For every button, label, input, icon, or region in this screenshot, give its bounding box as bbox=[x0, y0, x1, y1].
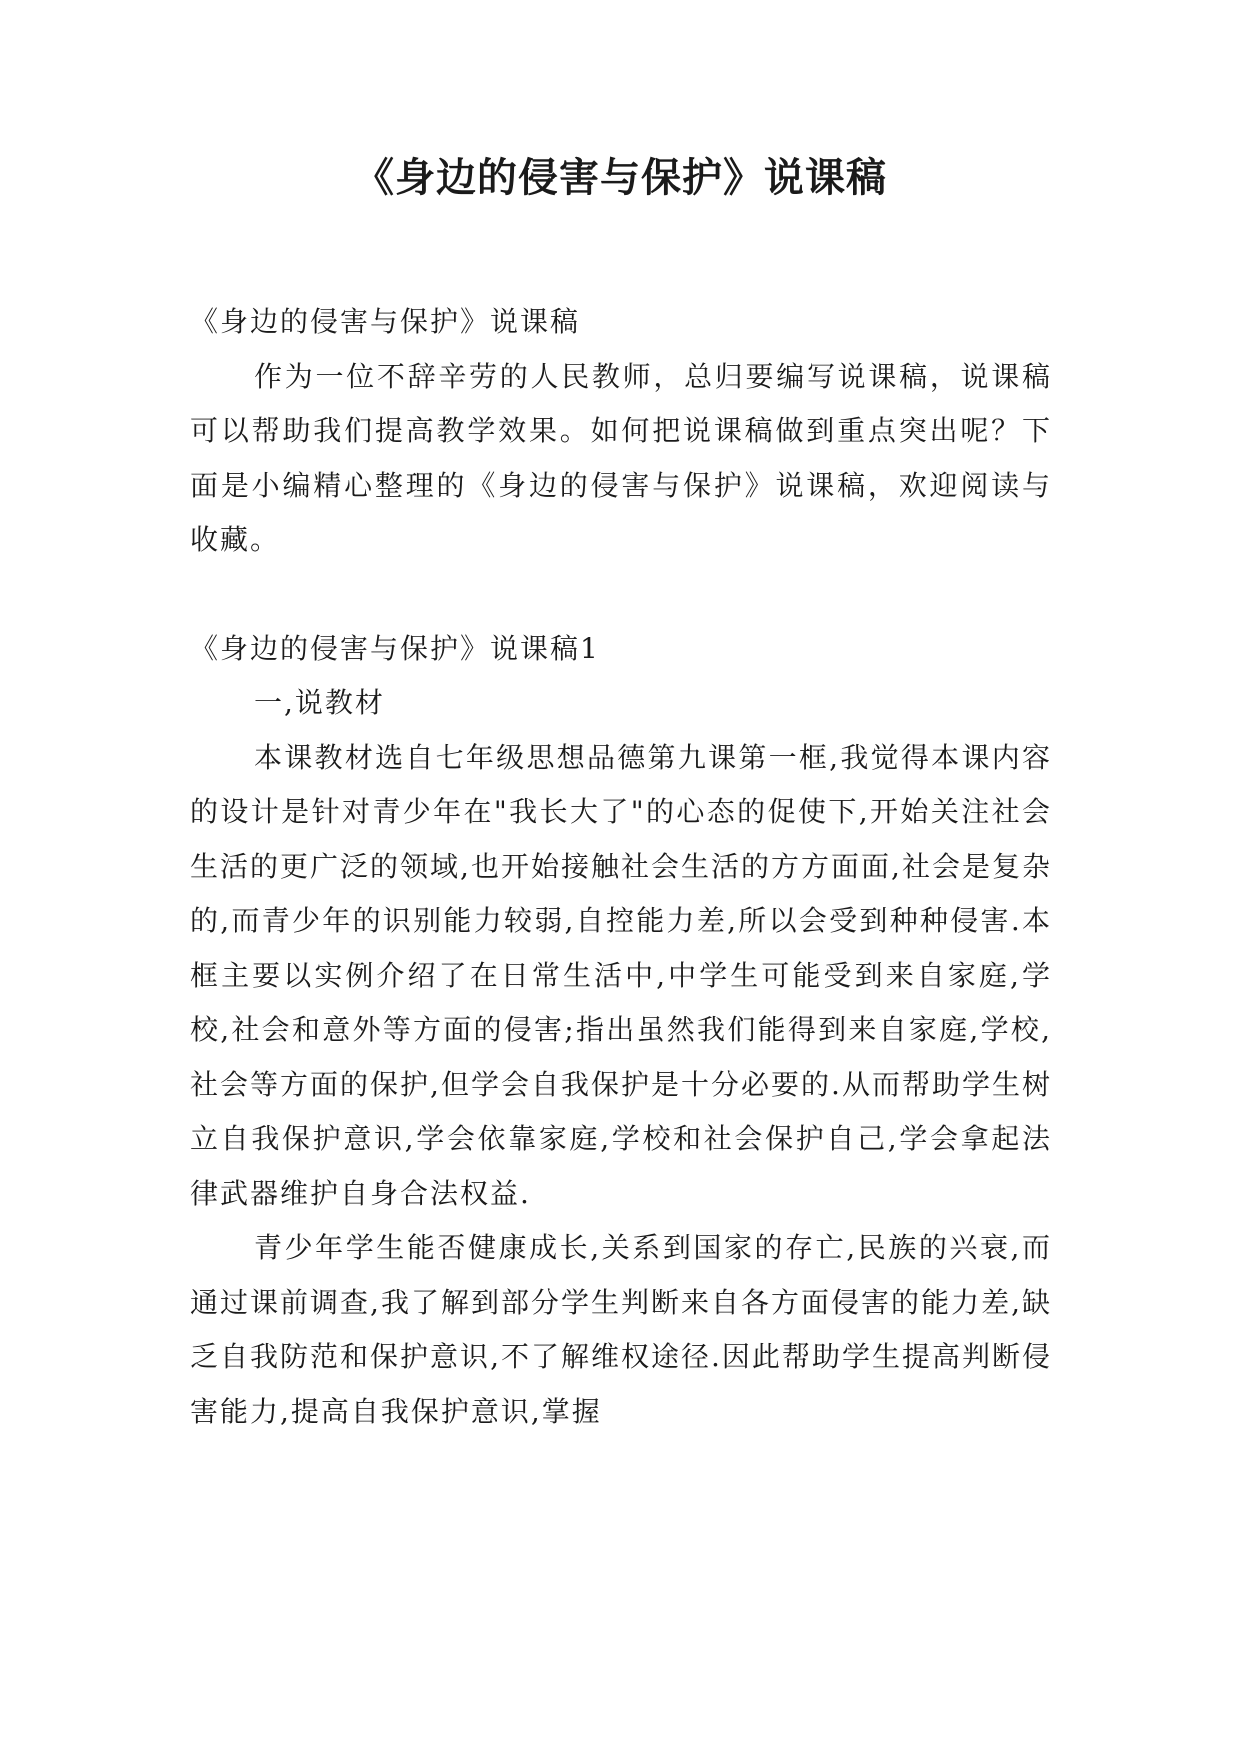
document-title: 《身边的侵害与保护》说课稿 bbox=[354, 155, 887, 201]
section1-paragraph-1: 本课教材选自七年级思想品德第九课第一框,我觉得本课内容的设计是针对青少年在"我长大了"的心态的促使下,开始关注社会生活的更广泛的领域,也开始接触社会生活的方方面面,社会是复杂的,而青少年的识别能力较弱,自控能力差,所以会受到种种侵害.本框主要以实例介绍了在日常生活中,中学生可能受到来自家庭,学校,社会和意外等方面的侵害;指出虽然我们能得到来自家庭,学校,社会等方面的保护,但学会自我保护是十分必要的.从而帮助学生树立自我保护意识,学会依靠家庭,学校和社会保护自己,学会拿起法律武器维护自身合法权益. bbox=[190, 740, 1052, 1210]
section1-subheading: 一,说教材 bbox=[254, 686, 385, 719]
intro-paragraph: 作为一位不辞辛劳的人民教师，总归要编写说课稿，说课稿可以帮助我们提高教学效果。如何把说课稿做到重点突出呢？下面是小编精心整理的《身边的侵害与保护》说课稿，欢迎阅读与收藏。 bbox=[190, 359, 1052, 556]
section1-heading: 《身边的侵害与保护》说课稿1 bbox=[190, 631, 600, 665]
intro-heading: 《身边的侵害与保护》说课稿 bbox=[190, 305, 581, 338]
document-body bbox=[190, 295, 1052, 1439]
section1-paragraph-2: 青少年学生能否健康成长,关系到国家的存亡,民族的兴衰,而通过课前调查,我了解到部分学生判断来自各方面侵害的能力差,缺乏自我防范和保护意识,不了解维权途径.因此帮助学生提高判断侵害能力,提高自我保护意识,掌握 bbox=[190, 1231, 1052, 1428]
